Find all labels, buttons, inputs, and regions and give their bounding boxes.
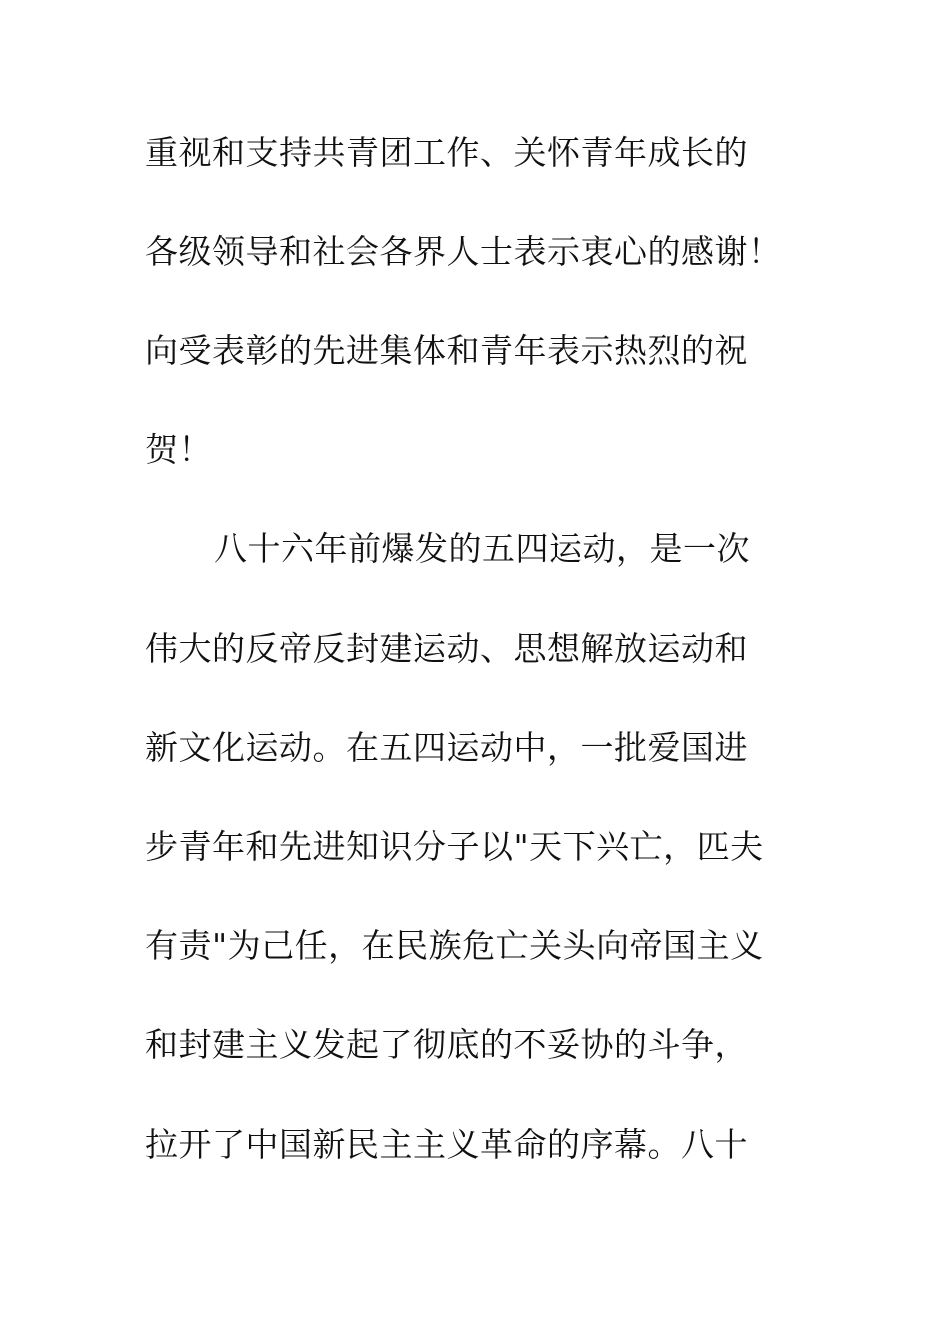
text-line: 和封建主义发起了彻底的不妥协的斗争，: [145, 1025, 748, 1064]
text-line: 拉开了中国新民主主义革命的序幕。八十: [145, 1125, 748, 1164]
paragraph-first-line: 八十六年前爆发的五四运动，是一次: [214, 529, 750, 568]
text-line: 有责"为己任，在民族危亡关头向帝国主义: [145, 926, 764, 965]
text-line: 新文化运动。在五四运动中，一批爱国进: [145, 728, 748, 767]
text-line: 步青年和先进知识分子以"天下兴亡，匹夫: [145, 827, 764, 866]
text-line: 向受表彰的先进集体和青年表示热烈的祝: [145, 331, 748, 370]
text-line: 重视和支持共青团工作、关怀青年成长的: [145, 133, 748, 172]
text-line: 各级领导和社会各界人士表示衷心的感谢！: [145, 232, 782, 271]
text-line: 伟大的反帝反封建运动、思想解放运动和: [145, 629, 748, 668]
text-line: 贺！: [145, 430, 212, 469]
